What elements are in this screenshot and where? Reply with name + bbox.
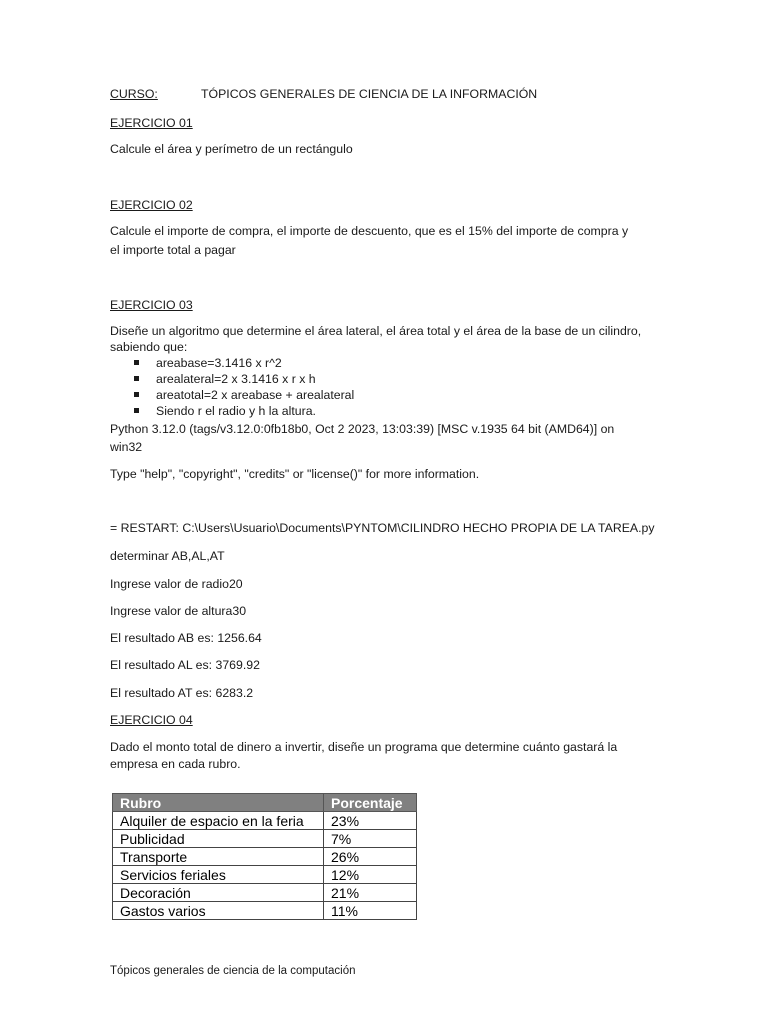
exercise-04-heading: EJERCICIO 04	[110, 713, 193, 727]
table-row	[113, 830, 417, 848]
python-version-line1: Python 3.12.0 (tags/v3.12.0:0fb18b0, Oct 2 2023, 13:03:39) [MSC v.1935 64 bit (AMD64)] on	[110, 422, 615, 436]
percent-cell: 11%	[324, 902, 417, 920]
exercise-02-heading: EJERCICIO 02	[110, 198, 193, 212]
rubro-table	[112, 793, 417, 920]
rubro-cell: Servicios feriales	[113, 866, 324, 884]
output-line: El resultado AB es: 1256.64	[110, 631, 262, 645]
output-line: determinar AB,AL,AT	[110, 549, 225, 563]
rubro-cell: Transporte	[113, 848, 324, 866]
page-footer: Tópicos generales de ciencia de la computación	[110, 965, 356, 977]
course-line	[110, 87, 538, 101]
restart-line: = RESTART: C:\Users\Usuario\Documents\PYNTOM\CILINDRO HECHO PROPIA DE LA TAREA.py	[110, 521, 655, 535]
table-row	[113, 812, 417, 830]
list-item: Siendo r el radio y h la altura.	[110, 403, 354, 419]
exercise-02-text-line2: el importe total a pagar	[110, 243, 236, 257]
exercise-01-heading: EJERCICIO 01	[110, 116, 193, 130]
exercise-02-text-line1: Calcule el importe de compra, el importe de descuento, que es el 15% del importe de compra y	[110, 224, 629, 238]
rubro-cell: Decoración	[113, 884, 324, 902]
percent-cell: 7%	[324, 830, 417, 848]
exercise-03-text-line2: sabiendo que:	[110, 340, 188, 354]
percent-cell: 23%	[324, 812, 417, 830]
course-title: TÓPICOS GENERALES DE CIENCIA DE LA INFORMACIÓN	[201, 87, 538, 101]
table-row	[113, 866, 417, 884]
column-header-porcentaje: Porcentaje	[324, 794, 417, 812]
output-line: Ingrese valor de radio20	[110, 577, 243, 591]
formula-list	[110, 355, 354, 419]
exercise-01-text: Calcule el área y perímetro de un rectángulo	[110, 142, 353, 156]
output-line: El resultado AT es: 6283.2	[110, 686, 254, 700]
rubro-cell: Alquiler de espacio en la feria	[113, 812, 324, 830]
list-item: areatotal=2 x areabase + arealateral	[110, 387, 354, 403]
rubro-cell: Publicidad	[113, 830, 324, 848]
list-item: areabase=3.1416 x r^2	[110, 355, 354, 371]
percent-cell: 12%	[324, 866, 417, 884]
rubro-cell: Gastos varios	[113, 902, 324, 920]
list-item: arealateral=2 x 3.1416 x r x h	[110, 371, 354, 387]
table-row	[113, 902, 417, 920]
table-row	[113, 884, 417, 902]
exercise-03-text-line1: Diseñe un algoritmo que determine el área lateral, el área total y el área de la base de un cilindro,	[110, 324, 642, 338]
table-header-row	[113, 794, 417, 812]
column-header-rubro: Rubro	[113, 794, 324, 812]
python-help-line: Type "help", "copyright", "credits" or "license()" for more information.	[110, 467, 480, 481]
exercise-04-text-line1: Dado el monto total de dinero a invertir, diseñe un programa que determine cuánto gastará la	[110, 740, 618, 754]
percent-cell: 21%	[324, 884, 417, 902]
course-label: CURSO:	[110, 87, 158, 101]
output-line: El resultado AL es: 3769.92	[110, 658, 260, 672]
exercise-03-heading: EJERCICIO 03	[110, 298, 193, 312]
exercise-04-text-line2: empresa en cada rubro.	[110, 757, 241, 771]
python-version-line2: win32	[110, 440, 143, 454]
output-line: Ingrese valor de altura30	[110, 604, 247, 618]
table-row	[113, 848, 417, 866]
percent-cell: 26%	[324, 848, 417, 866]
